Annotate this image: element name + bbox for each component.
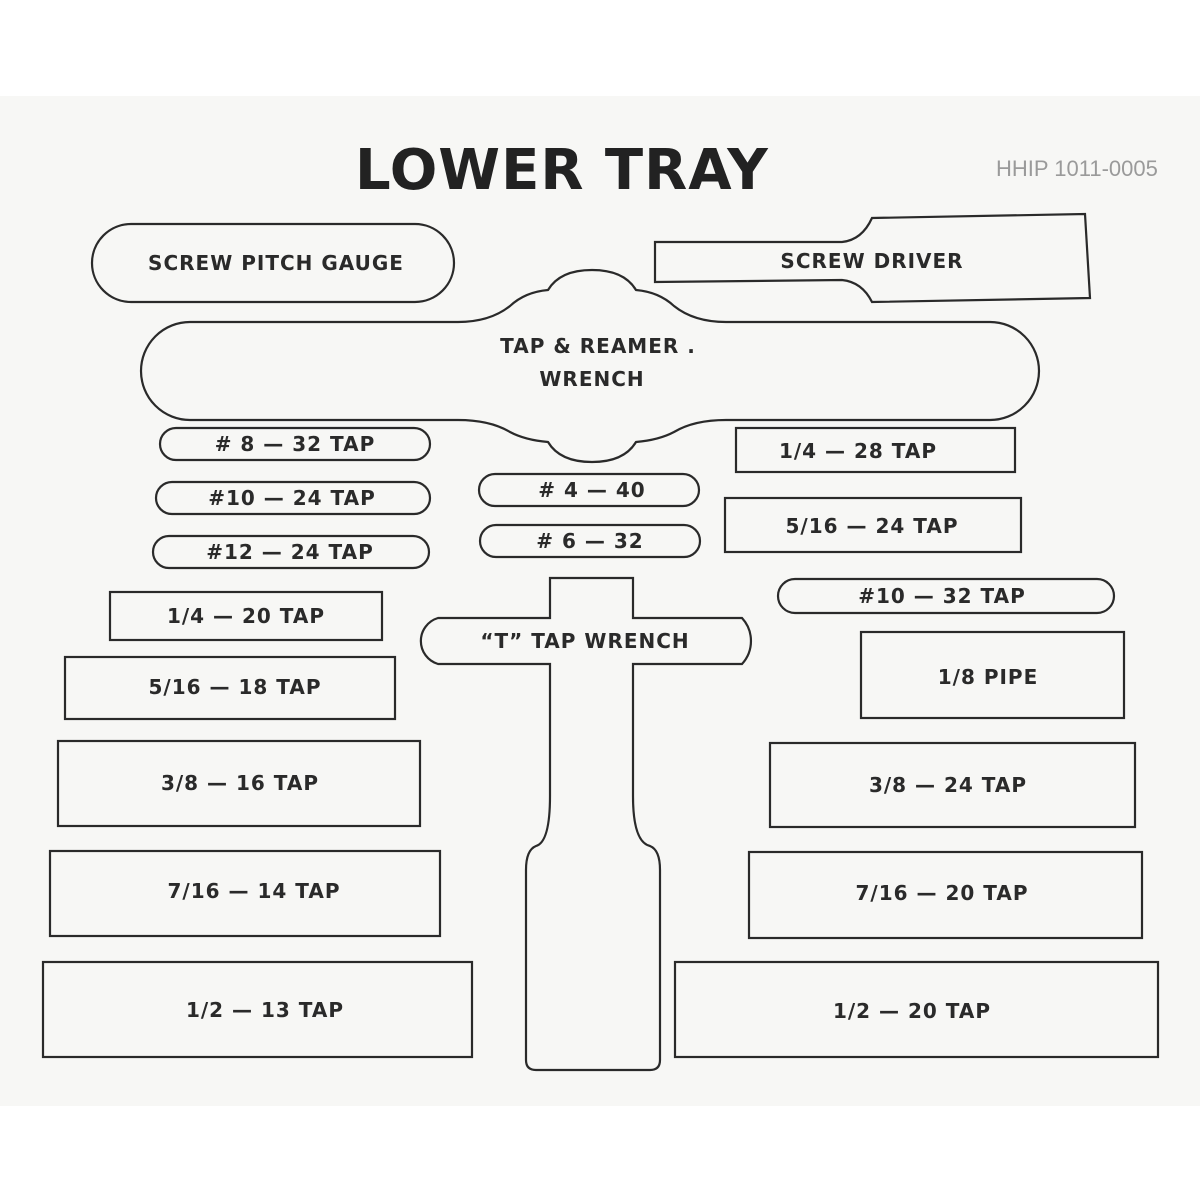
slot-tap-5-16-24 [725,498,1021,552]
slot-tap-3-8-24 [770,743,1135,827]
slot-label: 1/2 — 20 TAP [832,999,992,1023]
slot-tap-3-8-16 [58,741,420,826]
slot-label: SCREW PITCH GAUGE [148,251,404,275]
slot-t-tap-wrench [421,578,751,1070]
slot-label: 1/8 PIPE [937,665,1039,689]
slot-tap-1-2-13 [43,962,472,1057]
slot-label: #10 — 32 TAP [858,584,1026,608]
slot-label: 3/8 — 24 TAP [868,773,1028,797]
slot-tap-6-32 [480,525,700,557]
slot-label: 3/8 — 16 TAP [160,771,320,795]
slot-tap-7-16-20 [749,852,1142,938]
slot-tap-4-40 [479,474,699,506]
slot-screw-pitch-gauge [92,224,454,302]
slot-label: #12 — 24 TAP [206,540,374,564]
slot-label: # 4 — 40 [538,478,646,502]
slot-tap-1-4-20 [110,592,382,640]
slot-tap-12-24 [153,536,429,568]
slot-label: 1/2 — 13 TAP [185,998,345,1022]
slot-label: # 6 — 32 [536,529,644,553]
slot-tap-1-4-28 [736,428,1015,472]
part-number: HHIP 1011-0005 [996,156,1158,181]
slot-tap-5-16-18 [65,657,395,719]
slot-tap-1-2-20 [675,962,1158,1057]
slot-label: 5/16 — 18 TAP [148,675,322,699]
slot-pipe-1-8 [861,632,1124,718]
slot-label: 1/4 — 20 TAP [166,604,326,628]
slot-tap-10-32 [778,579,1114,613]
slot-label: SCREW DRIVER [780,249,964,273]
slot-label: WRENCH [539,367,645,391]
slot-label: “T” TAP WRENCH [480,629,690,653]
slot-tap-8-32 [160,428,430,460]
slot-tap-10-24 [156,482,430,514]
slot-label: 7/16 — 20 TAP [855,881,1029,905]
page-title: LOWER TRAY [355,138,769,203]
slot-label: # 8 — 32 TAP [214,432,376,456]
slot-label: 7/16 — 14 TAP [167,879,341,903]
slot-label: TAP & REAMER . [500,334,696,358]
slot-label: #10 — 24 TAP [208,486,376,510]
slot-label: 1/4 — 28 TAP [778,439,938,463]
slot-tap-7-16-14 [50,851,440,936]
slot-screw-driver [655,214,1090,302]
slot-label: 5/16 — 24 TAP [785,514,959,538]
